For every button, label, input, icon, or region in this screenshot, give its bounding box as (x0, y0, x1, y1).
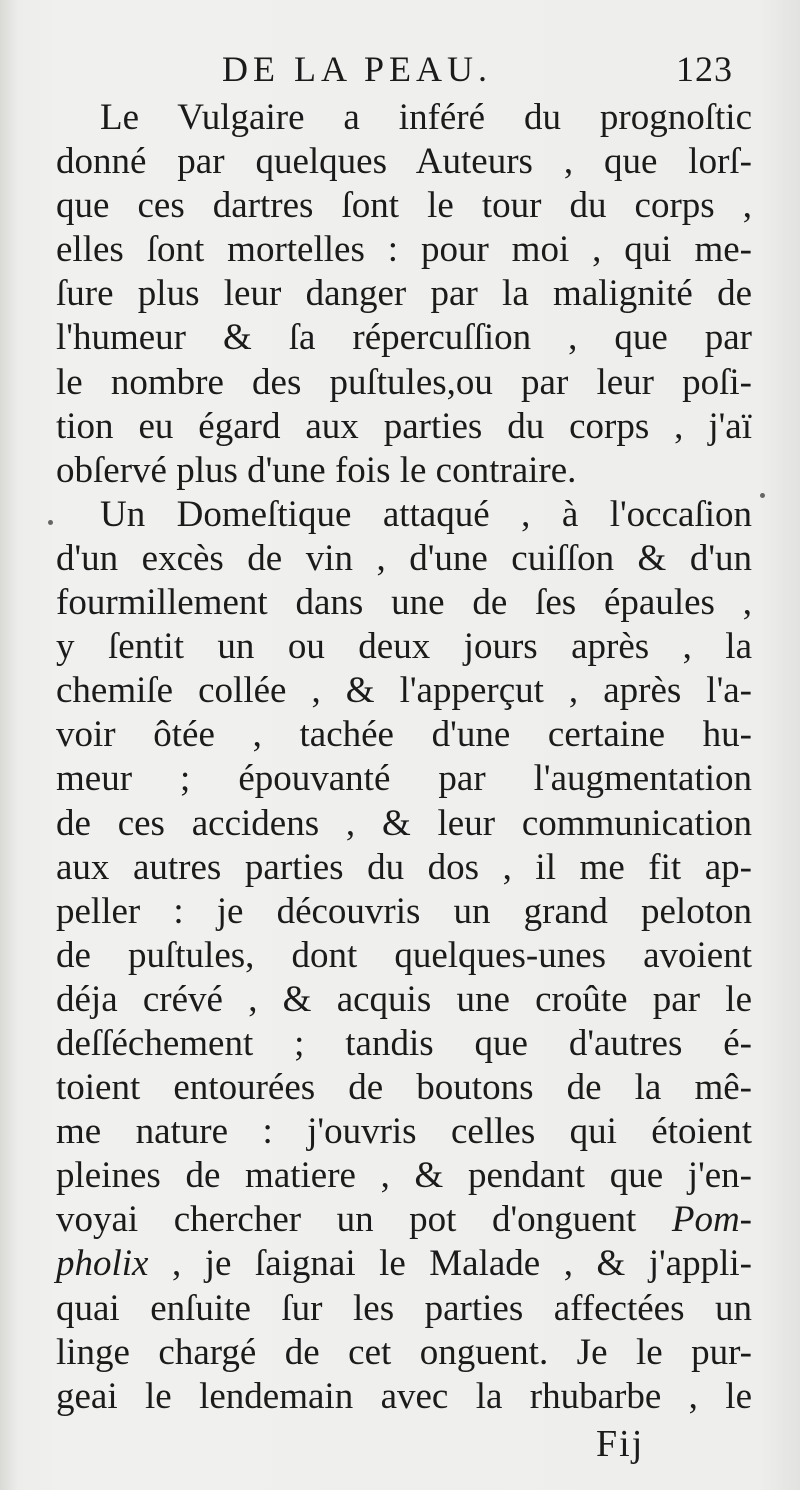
italic-word: pholix (56, 1243, 149, 1285)
text-line: que ces dartres ſont le tour du corps , (56, 185, 752, 227)
text-line: donné par quelques Auteurs , que lorſ- (56, 141, 752, 183)
text-line: de ces accidens , & leur communication (56, 802, 752, 844)
text-line: meur ; épouvanté par l'augmentation (56, 758, 752, 800)
text-line: elles ſont mortelles : pour moi , qui me- (56, 229, 752, 271)
text-line-segment: , je ſaignai le Malade , & j'appli- (148, 1243, 752, 1285)
text-line: me nature : j'ouvris celles qui étoient (56, 1111, 752, 1153)
text-line: y ſentit un ou deux jours après , la (56, 626, 752, 668)
text-line: quai enſuite ſur les parties affectées un (56, 1287, 752, 1329)
text-line: Le Vulgaire a inféré du prognoſtic (100, 97, 752, 138)
text-line: de puſtules, dont quelques-unes avoient (56, 934, 752, 976)
page-header (0, 48, 800, 98)
text-line: ſure plus leur danger par la malignité de (56, 273, 752, 315)
text-line: l'humeur & ſa répercuſſion , que par (56, 317, 752, 359)
text-line: fourmillement dans une de ſes épaules , (56, 582, 752, 624)
text-line: toient entourées de boutons de la mê- (56, 1067, 752, 1109)
text-line-with-italic (56, 1242, 752, 1286)
ink-speck (760, 493, 765, 498)
text-line: d'un excès de vin , d'une cuiſſon & d'un (56, 537, 752, 579)
text-line: linge chargé de cet onguent. Je le pur- (56, 1331, 752, 1373)
text-line: chemiſe collée , & l'apperçut , après l'a- (56, 670, 752, 712)
text-line: Un Domeſtique attaqué , à l'occaſion (100, 493, 752, 535)
italic-word: Pom- (671, 1199, 752, 1241)
running-head: DE LA PEAU. (222, 49, 492, 89)
text-line: voir ôtée , tachée d'une certaine hu- (56, 714, 752, 756)
page-number: 123 (676, 49, 733, 89)
text-line: deſſéchement ; tandis que d'autres é- (56, 1022, 752, 1064)
text-line: aux autres parties du dos , il me fit ap- (56, 846, 752, 888)
text-line: obſervé plus d'une fois le contraire. (56, 449, 577, 491)
text-line-with-italic (56, 1198, 752, 1242)
text-line: déja crévé , & acquis une croûte par le (56, 978, 752, 1020)
text-line: pleines de matiere , & pendant que j'en- (56, 1155, 752, 1197)
text-line: geai le lendemain avec la rhubarbe , le (56, 1375, 752, 1417)
text-line: tion eu égard aux parties du corps , j'aï (56, 405, 752, 447)
ink-speck (48, 520, 53, 525)
text-line: le nombre des puſtules,ou par leur poſi- (56, 361, 752, 403)
body-text (56, 96, 752, 1419)
text-line: peller : je découvris un grand peloton (56, 890, 752, 932)
signature-mark: Fij (596, 1423, 645, 1465)
text-line-segment: voyai chercher un pot d'onguent (56, 1199, 637, 1241)
